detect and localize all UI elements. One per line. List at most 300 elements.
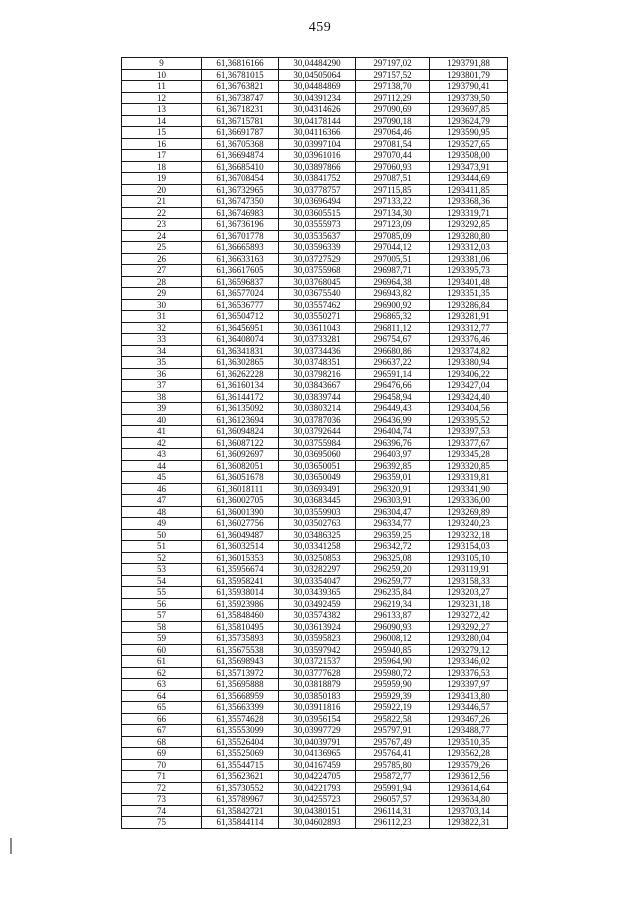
point-number-cell: 42 [122, 437, 202, 449]
y-coordinate-cell: 1293203,27 [430, 587, 508, 599]
longitude-cell: 30,04167459 [279, 759, 356, 771]
y-coordinate-cell: 1293413,80 [430, 690, 508, 702]
y-coordinate-cell: 1293351,35 [430, 288, 508, 300]
point-number-cell: 60 [122, 644, 202, 656]
longitude-cell: 30,03792644 [279, 426, 356, 438]
longitude-cell: 30,03595823 [279, 633, 356, 645]
table-row [122, 817, 508, 829]
y-coordinate-cell: 1293240,23 [430, 518, 508, 530]
point-number-cell: 74 [122, 805, 202, 817]
x-coordinate-cell: 296057,57 [356, 794, 430, 806]
table-row [122, 414, 508, 426]
y-coordinate-cell: 1293703,14 [430, 805, 508, 817]
point-number-cell: 16 [122, 138, 202, 150]
latitude-cell: 61,36018111 [202, 483, 279, 495]
y-coordinate-cell: 1293822,31 [430, 817, 508, 829]
x-coordinate-cell: 295980,72 [356, 667, 430, 679]
x-coordinate-cell: 296334,77 [356, 518, 430, 530]
y-coordinate-cell: 1293397,53 [430, 426, 508, 438]
table-row [122, 322, 508, 334]
y-coordinate-cell: 1293510,35 [430, 736, 508, 748]
point-number-cell: 47 [122, 495, 202, 507]
x-coordinate-cell: 296680,86 [356, 345, 430, 357]
latitude-cell: 61,35663399 [202, 702, 279, 714]
latitude-cell: 61,36135092 [202, 403, 279, 415]
point-number-cell: 68 [122, 736, 202, 748]
table-row [122, 460, 508, 472]
x-coordinate-cell: 296754,67 [356, 334, 430, 346]
latitude-cell: 61,36001390 [202, 506, 279, 518]
table-row [122, 334, 508, 346]
longitude-cell: 30,03755984 [279, 437, 356, 449]
longitude-cell: 30,03486325 [279, 529, 356, 541]
longitude-cell: 30,03956154 [279, 713, 356, 725]
longitude-cell: 30,03550271 [279, 311, 356, 323]
x-coordinate-cell: 296900,92 [356, 299, 430, 311]
y-coordinate-cell: 1293376,46 [430, 334, 508, 346]
table-row [122, 345, 508, 357]
y-coordinate-cell: 1293231,18 [430, 598, 508, 610]
table-row [122, 541, 508, 553]
x-coordinate-cell: 296133,87 [356, 610, 430, 622]
point-number-cell: 51 [122, 541, 202, 553]
table-row [122, 805, 508, 817]
table-row [122, 104, 508, 116]
x-coordinate-cell: 296359,25 [356, 529, 430, 541]
y-coordinate-cell: 1293154,03 [430, 541, 508, 553]
table-row [122, 138, 508, 150]
longitude-cell: 30,04136965 [279, 748, 356, 760]
longitude-cell: 30,03611043 [279, 322, 356, 334]
x-coordinate-cell: 297005,51 [356, 253, 430, 265]
point-number-cell: 45 [122, 472, 202, 484]
latitude-cell: 61,35848460 [202, 610, 279, 622]
x-coordinate-cell: 296219,34 [356, 598, 430, 610]
y-coordinate-cell: 1293488,77 [430, 725, 508, 737]
y-coordinate-cell: 1293624,79 [430, 115, 508, 127]
longitude-cell: 30,03675540 [279, 288, 356, 300]
table-row [122, 115, 508, 127]
point-number-cell: 52 [122, 552, 202, 564]
point-number-cell: 25 [122, 242, 202, 254]
latitude-cell: 61,36051678 [202, 472, 279, 484]
longitude-cell: 30,03818879 [279, 679, 356, 691]
y-coordinate-cell: 1293158,33 [430, 575, 508, 587]
latitude-cell: 61,35938014 [202, 587, 279, 599]
longitude-cell: 30,03250853 [279, 552, 356, 564]
longitude-cell: 30,04380151 [279, 805, 356, 817]
latitude-cell: 61,36092697 [202, 449, 279, 461]
y-coordinate-cell: 1293292,85 [430, 219, 508, 231]
point-number-cell: 29 [122, 288, 202, 300]
x-coordinate-cell: 296304,47 [356, 506, 430, 518]
longitude-cell: 30,03693491 [279, 483, 356, 495]
x-coordinate-cell: 296259,77 [356, 575, 430, 587]
table-row [122, 127, 508, 139]
latitude-cell: 61,35698943 [202, 656, 279, 668]
table-row [122, 230, 508, 242]
table-row [122, 759, 508, 771]
latitude-cell: 61,36082051 [202, 460, 279, 472]
latitude-cell: 61,36123694 [202, 414, 279, 426]
y-coordinate-cell: 1293319,81 [430, 472, 508, 484]
x-coordinate-cell: 296436,99 [356, 414, 430, 426]
longitude-cell: 30,03559903 [279, 506, 356, 518]
x-coordinate-cell: 296114,31 [356, 805, 430, 817]
longitude-cell: 30,04314626 [279, 104, 356, 116]
longitude-cell: 30,03997104 [279, 138, 356, 150]
table-row [122, 736, 508, 748]
table-row [122, 207, 508, 219]
table-row [122, 621, 508, 633]
table-row [122, 161, 508, 173]
x-coordinate-cell: 295797,91 [356, 725, 430, 737]
longitude-cell: 30,03613924 [279, 621, 356, 633]
table-row [122, 725, 508, 737]
latitude-cell: 61,36408074 [202, 334, 279, 346]
point-number-cell: 18 [122, 161, 202, 173]
point-number-cell: 17 [122, 150, 202, 162]
latitude-cell: 61,35623621 [202, 771, 279, 783]
latitude-cell: 61,36015353 [202, 552, 279, 564]
x-coordinate-cell: 297090,69 [356, 104, 430, 116]
latitude-cell: 61,36715781 [202, 115, 279, 127]
y-coordinate-cell: 1293377,67 [430, 437, 508, 449]
y-coordinate-cell: 1293579,26 [430, 759, 508, 771]
table-row [122, 552, 508, 564]
y-coordinate-cell: 1293374,82 [430, 345, 508, 357]
point-number-cell: 46 [122, 483, 202, 495]
y-coordinate-cell: 1293312,03 [430, 242, 508, 254]
table-row [122, 391, 508, 403]
table-row [122, 403, 508, 415]
point-number-cell: 58 [122, 621, 202, 633]
latitude-cell: 61,36747350 [202, 196, 279, 208]
point-number-cell: 19 [122, 173, 202, 185]
y-coordinate-cell: 1293444,69 [430, 173, 508, 185]
x-coordinate-cell: 296591,14 [356, 368, 430, 380]
longitude-cell: 30,04178144 [279, 115, 356, 127]
x-coordinate-cell: 295822,58 [356, 713, 430, 725]
table-row [122, 679, 508, 691]
point-number-cell: 65 [122, 702, 202, 714]
latitude-cell: 61,35675538 [202, 644, 279, 656]
table-row [122, 495, 508, 507]
point-number-cell: 41 [122, 426, 202, 438]
latitude-cell: 61,35574628 [202, 713, 279, 725]
x-coordinate-cell: 297081,54 [356, 138, 430, 150]
point-number-cell: 49 [122, 518, 202, 530]
x-coordinate-cell: 296303,91 [356, 495, 430, 507]
point-number-cell: 37 [122, 380, 202, 392]
latitude-cell: 61,36746983 [202, 207, 279, 219]
latitude-cell: 61,36701778 [202, 230, 279, 242]
y-coordinate-cell: 1293345,28 [430, 449, 508, 461]
table-row [122, 288, 508, 300]
longitude-cell: 30,03755968 [279, 265, 356, 277]
y-coordinate-cell: 1293612,56 [430, 771, 508, 783]
y-coordinate-cell: 1293801,79 [430, 69, 508, 81]
latitude-cell: 61,36027756 [202, 518, 279, 530]
x-coordinate-cell: 295764,41 [356, 748, 430, 760]
point-number-cell: 75 [122, 817, 202, 829]
longitude-cell: 30,03798216 [279, 368, 356, 380]
latitude-cell: 61,35695888 [202, 679, 279, 691]
table-row [122, 690, 508, 702]
y-coordinate-cell: 1293467,26 [430, 713, 508, 725]
longitude-cell: 30,03850183 [279, 690, 356, 702]
longitude-cell: 30,03695060 [279, 449, 356, 461]
point-number-cell: 9 [122, 58, 202, 70]
latitude-cell: 61,35525069 [202, 748, 279, 760]
point-number-cell: 15 [122, 127, 202, 139]
longitude-cell: 30,03683445 [279, 495, 356, 507]
x-coordinate-cell: 296008,12 [356, 633, 430, 645]
point-number-cell: 56 [122, 598, 202, 610]
table-row [122, 575, 508, 587]
table-row [122, 368, 508, 380]
longitude-cell: 30,03843667 [279, 380, 356, 392]
table-row [122, 81, 508, 93]
y-coordinate-cell: 1293739,50 [430, 92, 508, 104]
table-row [122, 276, 508, 288]
longitude-cell: 30,03696494 [279, 196, 356, 208]
point-number-cell: 38 [122, 391, 202, 403]
latitude-cell: 61,36763821 [202, 81, 279, 93]
y-coordinate-cell: 1293395,52 [430, 414, 508, 426]
latitude-cell: 61,36665893 [202, 242, 279, 254]
x-coordinate-cell: 296476,66 [356, 380, 430, 392]
longitude-cell: 30,03492459 [279, 598, 356, 610]
point-number-cell: 53 [122, 564, 202, 576]
longitude-cell: 30,03727529 [279, 253, 356, 265]
table-row [122, 173, 508, 185]
latitude-cell: 61,36732965 [202, 184, 279, 196]
x-coordinate-cell: 296325,08 [356, 552, 430, 564]
point-number-cell: 69 [122, 748, 202, 760]
latitude-cell: 61,36577024 [202, 288, 279, 300]
x-coordinate-cell: 296987,71 [356, 265, 430, 277]
latitude-cell: 61,36094824 [202, 426, 279, 438]
longitude-cell: 30,03354047 [279, 575, 356, 587]
y-coordinate-cell: 1293279,12 [430, 644, 508, 656]
longitude-cell: 30,03787036 [279, 414, 356, 426]
point-number-cell: 33 [122, 334, 202, 346]
longitude-cell: 30,03841752 [279, 173, 356, 185]
x-coordinate-cell: 296112,23 [356, 817, 430, 829]
point-number-cell: 32 [122, 322, 202, 334]
table-row [122, 196, 508, 208]
point-number-cell: 43 [122, 449, 202, 461]
x-coordinate-cell: 297123,09 [356, 219, 430, 231]
table-row [122, 702, 508, 714]
x-coordinate-cell: 295991,94 [356, 782, 430, 794]
point-number-cell: 24 [122, 230, 202, 242]
longitude-cell: 30,03557462 [279, 299, 356, 311]
longitude-cell: 30,03778757 [279, 184, 356, 196]
x-coordinate-cell: 297115,85 [356, 184, 430, 196]
y-coordinate-cell: 1293292,27 [430, 621, 508, 633]
table-row [122, 587, 508, 599]
latitude-cell: 61,36694874 [202, 150, 279, 162]
point-number-cell: 62 [122, 667, 202, 679]
latitude-cell: 61,35844114 [202, 817, 279, 829]
latitude-cell: 61,36087122 [202, 437, 279, 449]
y-coordinate-cell: 1293380,94 [430, 357, 508, 369]
latitude-cell: 61,35810495 [202, 621, 279, 633]
longitude-cell: 30,04484869 [279, 81, 356, 93]
point-number-cell: 23 [122, 219, 202, 231]
table-row [122, 782, 508, 794]
x-coordinate-cell: 297090,18 [356, 115, 430, 127]
point-number-cell: 21 [122, 196, 202, 208]
x-coordinate-cell: 295767,49 [356, 736, 430, 748]
x-coordinate-cell: 296404,74 [356, 426, 430, 438]
x-coordinate-cell: 297197,02 [356, 58, 430, 70]
point-number-cell: 54 [122, 575, 202, 587]
table-row [122, 253, 508, 265]
latitude-cell: 61,36705368 [202, 138, 279, 150]
table-row [122, 598, 508, 610]
table-row [122, 472, 508, 484]
table-row [122, 644, 508, 656]
longitude-cell: 30,03650051 [279, 460, 356, 472]
point-number-cell: 72 [122, 782, 202, 794]
x-coordinate-cell: 297060,93 [356, 161, 430, 173]
point-number-cell: 64 [122, 690, 202, 702]
table-row [122, 311, 508, 323]
y-coordinate-cell: 1293280,80 [430, 230, 508, 242]
table-row [122, 610, 508, 622]
latitude-cell: 61,35842721 [202, 805, 279, 817]
point-number-cell: 36 [122, 368, 202, 380]
latitude-cell: 61,35668959 [202, 690, 279, 702]
x-coordinate-cell: 295959,90 [356, 679, 430, 691]
scan-margin-mark [10, 838, 12, 854]
longitude-cell: 30,03897866 [279, 161, 356, 173]
y-coordinate-cell: 1293336,00 [430, 495, 508, 507]
y-coordinate-cell: 1293281,91 [430, 311, 508, 323]
longitude-cell: 30,03282297 [279, 564, 356, 576]
table-row [122, 380, 508, 392]
table-row [122, 633, 508, 645]
y-coordinate-cell: 1293614,64 [430, 782, 508, 794]
point-number-cell: 63 [122, 679, 202, 691]
point-number-cell: 22 [122, 207, 202, 219]
point-number-cell: 44 [122, 460, 202, 472]
point-number-cell: 28 [122, 276, 202, 288]
longitude-cell: 30,03597942 [279, 644, 356, 656]
latitude-cell: 61,35544715 [202, 759, 279, 771]
longitude-cell: 30,03733281 [279, 334, 356, 346]
x-coordinate-cell: 296320,91 [356, 483, 430, 495]
x-coordinate-cell: 296259,20 [356, 564, 430, 576]
table-row [122, 771, 508, 783]
x-coordinate-cell: 297070,44 [356, 150, 430, 162]
longitude-cell: 30,03777628 [279, 667, 356, 679]
latitude-cell: 61,36781015 [202, 69, 279, 81]
y-coordinate-cell: 1293312,77 [430, 322, 508, 334]
latitude-cell: 61,36262228 [202, 368, 279, 380]
y-coordinate-cell: 1293280,04 [430, 633, 508, 645]
table-row [122, 150, 508, 162]
table-row [122, 483, 508, 495]
latitude-cell: 61,35713972 [202, 667, 279, 679]
y-coordinate-cell: 1293590,95 [430, 127, 508, 139]
y-coordinate-cell: 1293376,53 [430, 667, 508, 679]
latitude-cell: 61,36738747 [202, 92, 279, 104]
table-row [122, 437, 508, 449]
latitude-cell: 61,35956674 [202, 564, 279, 576]
point-number-cell: 67 [122, 725, 202, 737]
x-coordinate-cell: 296396,76 [356, 437, 430, 449]
y-coordinate-cell: 1293791,88 [430, 58, 508, 70]
latitude-cell: 61,36536777 [202, 299, 279, 311]
y-coordinate-cell: 1293473,91 [430, 161, 508, 173]
longitude-cell: 30,03439365 [279, 587, 356, 599]
y-coordinate-cell: 1293368,36 [430, 196, 508, 208]
table-row [122, 748, 508, 760]
longitude-cell: 30,03596339 [279, 242, 356, 254]
x-coordinate-cell: 297064,46 [356, 127, 430, 139]
table-row [122, 518, 508, 530]
latitude-cell: 61,35923986 [202, 598, 279, 610]
x-coordinate-cell: 296449,43 [356, 403, 430, 415]
x-coordinate-cell: 296458,94 [356, 391, 430, 403]
point-number-cell: 35 [122, 357, 202, 369]
latitude-cell: 61,36049487 [202, 529, 279, 541]
latitude-cell: 61,36691787 [202, 127, 279, 139]
longitude-cell: 30,03341258 [279, 541, 356, 553]
point-number-cell: 30 [122, 299, 202, 311]
point-number-cell: 48 [122, 506, 202, 518]
y-coordinate-cell: 1293272,42 [430, 610, 508, 622]
y-coordinate-cell: 1293381,06 [430, 253, 508, 265]
longitude-cell: 30,04221793 [279, 782, 356, 794]
y-coordinate-cell: 1293401,48 [430, 276, 508, 288]
latitude-cell: 61,36685410 [202, 161, 279, 173]
longitude-cell: 30,04391234 [279, 92, 356, 104]
point-number-cell: 12 [122, 92, 202, 104]
x-coordinate-cell: 296865,32 [356, 311, 430, 323]
point-number-cell: 26 [122, 253, 202, 265]
y-coordinate-cell: 1293320,85 [430, 460, 508, 472]
longitude-cell: 30,03911816 [279, 702, 356, 714]
longitude-cell: 30,04224705 [279, 771, 356, 783]
x-coordinate-cell: 296964,38 [356, 276, 430, 288]
x-coordinate-cell: 296943,82 [356, 288, 430, 300]
longitude-cell: 30,03997729 [279, 725, 356, 737]
longitude-cell: 30,03839744 [279, 391, 356, 403]
table-row [122, 713, 508, 725]
x-coordinate-cell: 296090,93 [356, 621, 430, 633]
x-coordinate-cell: 296235,84 [356, 587, 430, 599]
x-coordinate-cell: 296342,72 [356, 541, 430, 553]
y-coordinate-cell: 1293406,22 [430, 368, 508, 380]
x-coordinate-cell: 296392,85 [356, 460, 430, 472]
latitude-cell: 61,36617605 [202, 265, 279, 277]
y-coordinate-cell: 1293404,56 [430, 403, 508, 415]
table-row [122, 69, 508, 81]
point-number-cell: 66 [122, 713, 202, 725]
point-number-cell: 13 [122, 104, 202, 116]
table-row [122, 92, 508, 104]
table-row [122, 564, 508, 576]
table-row [122, 242, 508, 254]
longitude-cell: 30,03555973 [279, 219, 356, 231]
x-coordinate-cell: 295872,77 [356, 771, 430, 783]
latitude-cell: 61,35553099 [202, 725, 279, 737]
